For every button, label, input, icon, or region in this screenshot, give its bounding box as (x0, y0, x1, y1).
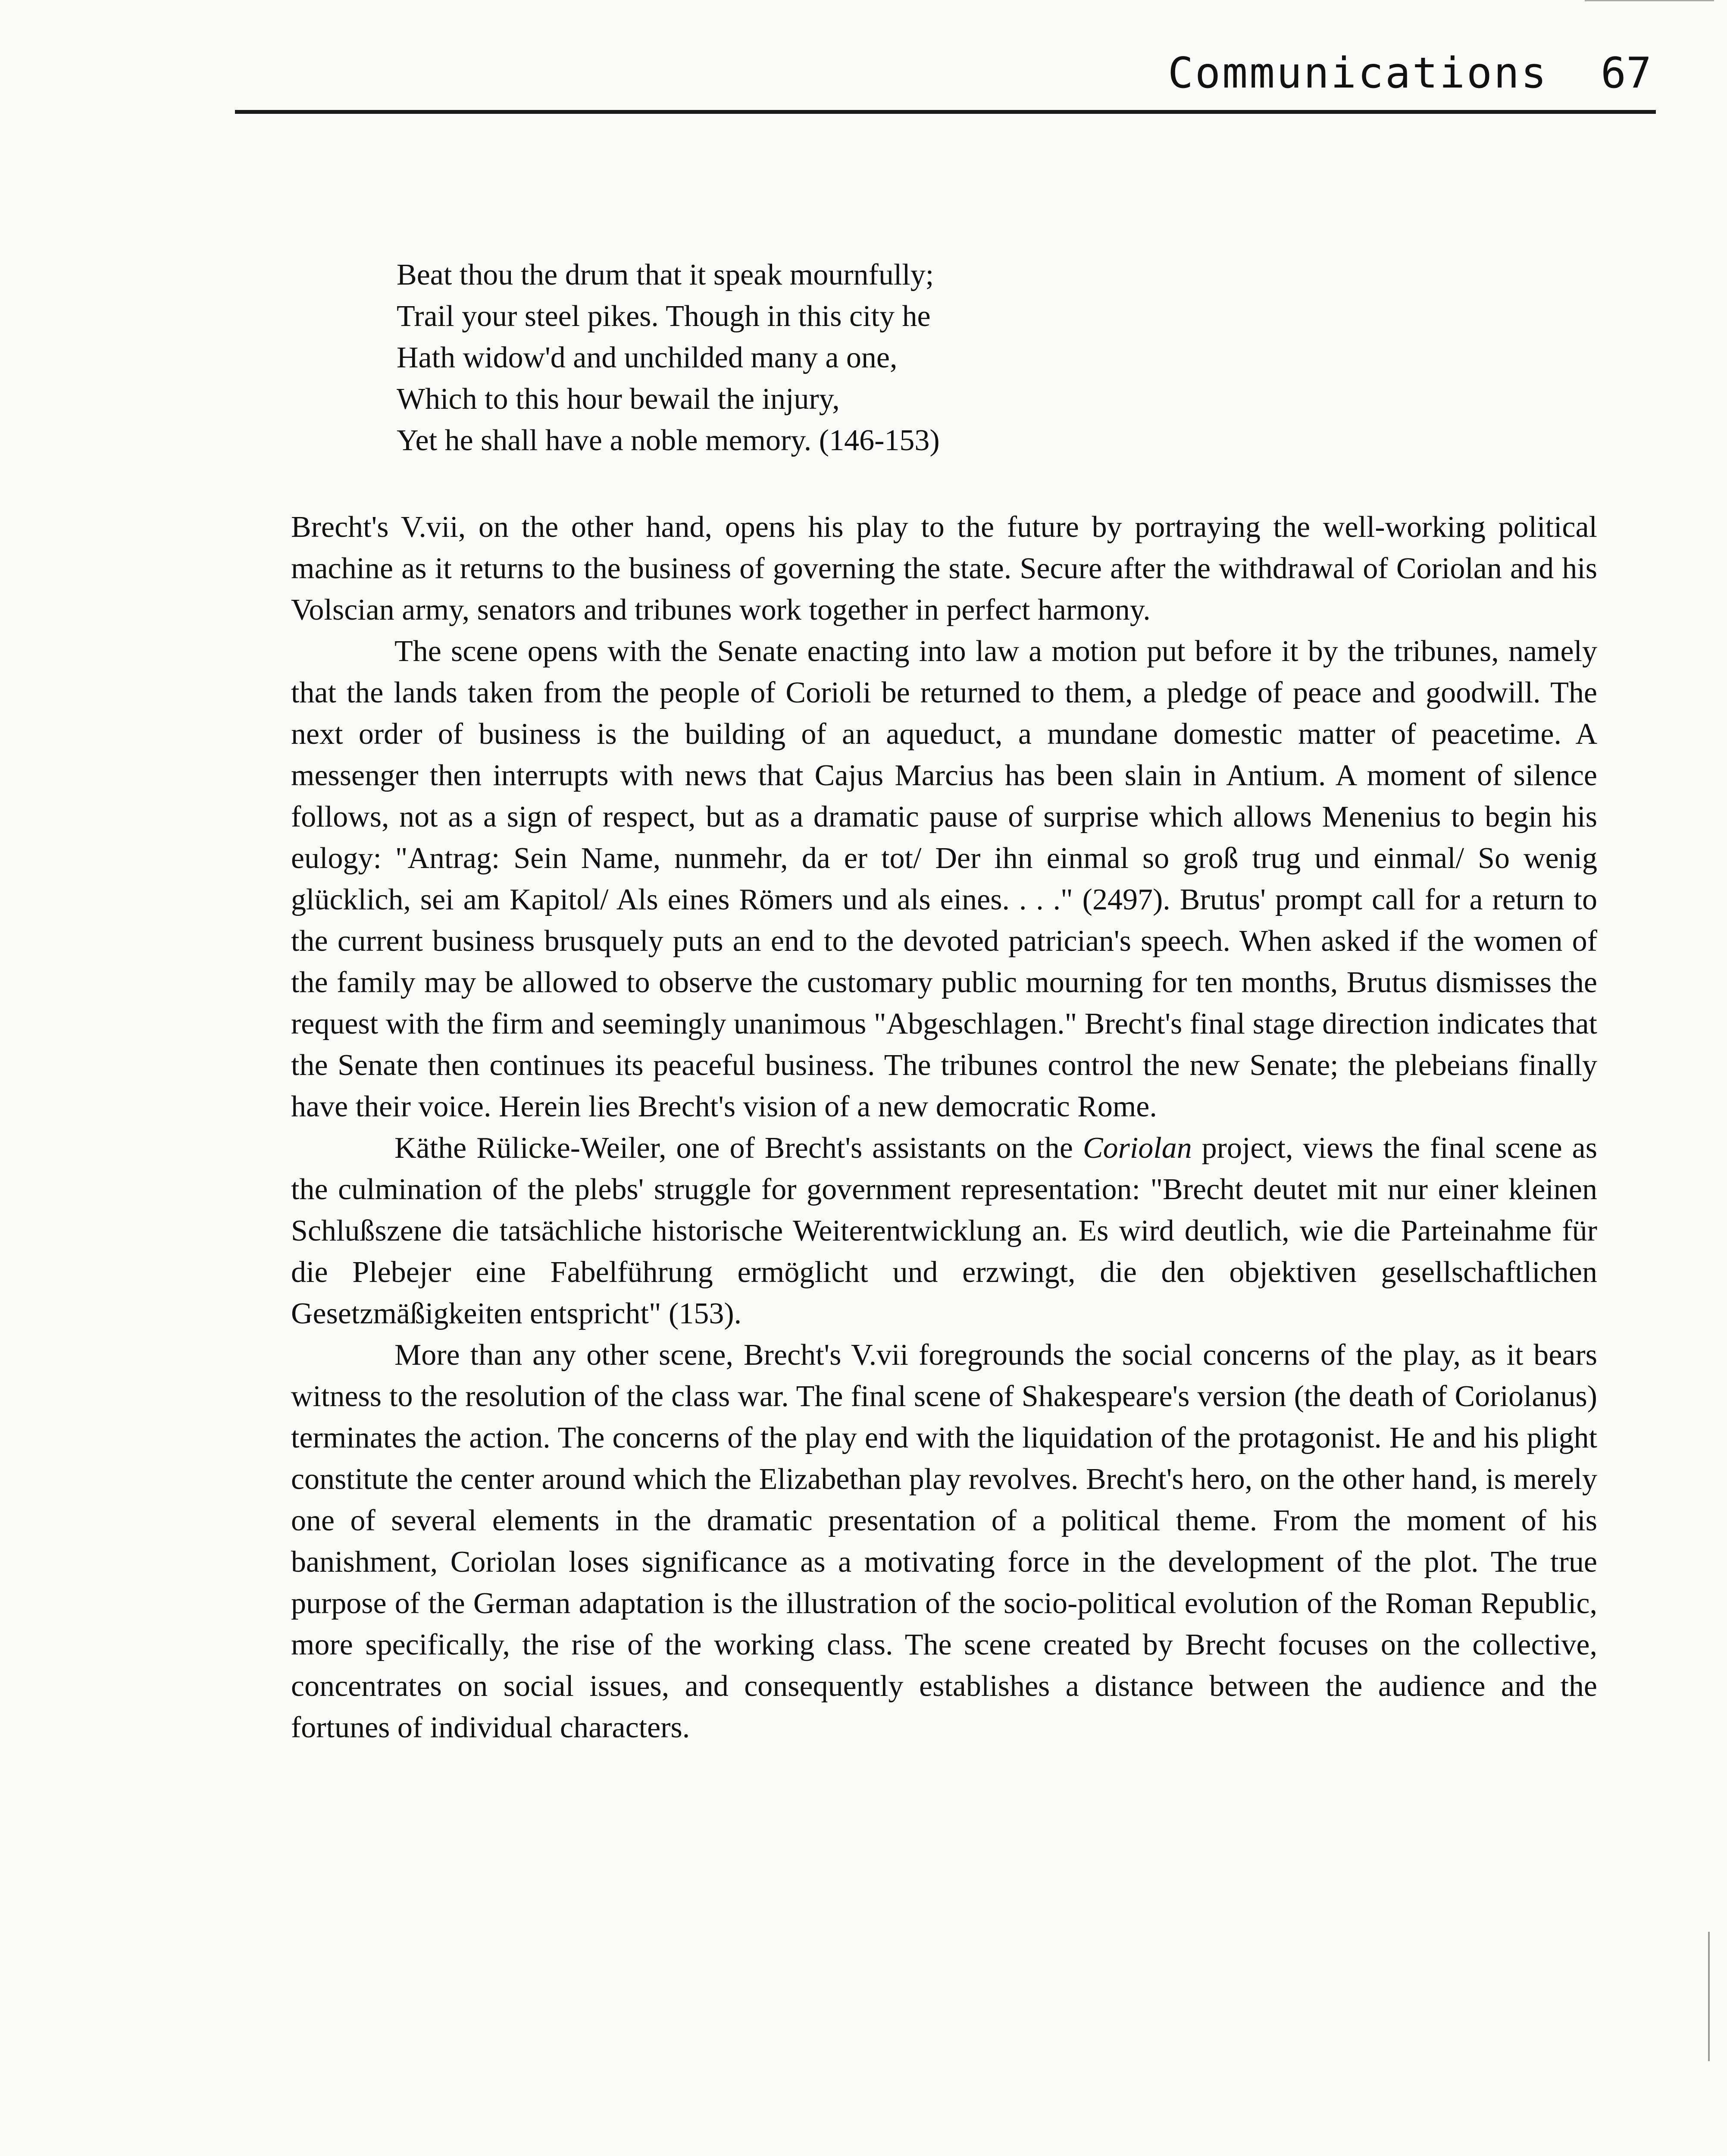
paragraph-scene-opens: The scene opens with the Senate enacting into law a motion put before it by the tribunes, namely that the lands taken from the people of Corioli be returned to them, a pledge of peace and goodwill. The next order of business is the building of an aqueduct, a mundane domestic matter of peacetime. A messenger then interrupts with news that Cajus Marcius has been slain in Antium. A moment of silence follows, not as a sign of respect, but as a dramatic pause of surprise which allows Menenius to begin his eulogy: "Antrag: Sein Name, nunmehr, da er tot/ Der ihn einmal so groß trug und einmal/ So wenig glücklich, sei am Kapitol/ Als eines Römers und als eines. . . ." (2497). Brutus' prompt call for a return to the current business brusquely puts an end to the devoted patrician's speech. When asked if the women of the family may be allowed to observe the customary public mourning for ten months, Brutus dismisses the request with the firm and seemingly unanimous "Abgeschlagen." Brecht's final stage direction indicates that the Senate then continues its peaceful business. The tribunes control the new Senate; the plebeians finally have their voice. Herein lies Brecht's vision of a new democratic Rome. (291, 635, 1597, 1123)
scan-artifact-margin (1708, 1932, 1710, 2061)
paragraph-rulicke-weiler (291, 1128, 1597, 1335)
verse-line: Hath widow'd and unchilded many a one, (397, 341, 898, 374)
journal-title: Communications (1167, 49, 1548, 98)
verse-line: Beat thou the drum that it speak mournfully; (397, 258, 934, 291)
page-number: 67 (1600, 49, 1652, 98)
scan-artifact-top (1585, 0, 1714, 1)
italic-title-coriolan: Coriolan (1083, 1131, 1192, 1165)
rulicke-text-before: Käthe Rülicke-Weiler, one of Brecht's assistants on the (394, 1131, 1083, 1165)
paragraph-more-than-any: More than any other scene, Brecht's V.vii foregrounds the social concerns of the play, as it bears witness to the resolution of the class war. The final scene of Shakespeare's version (the death of Coriolanus) terminates the action. The concerns of the play end with the liquidation of the protagonist. He and his plight constitute the center around which the Elizabethan play revolves. Brecht's hero, on the other hand, is merely one of several elements in the dramatic presentation of a political theme. From the moment of his banishment, Coriolan loses significance as a motivating force in the development of the plot. The true purpose of the German adaptation is the illustration of the socio-political evolution of the Roman Republic, more specifically, the rise of the working class. The scene created by Brecht focuses on the collective, concentrates on social issues, and consequently establishes a distance between the audience and the fortunes of individual characters. (291, 1338, 1597, 1744)
running-header (235, 41, 1656, 114)
verse-line: Trail your steel pikes. Though in this city he (397, 300, 931, 333)
body-text (291, 507, 1597, 1749)
verse-line: Yet he shall have a noble memory. (146-153) (397, 424, 940, 457)
verse-quotation (397, 254, 1259, 461)
rulicke-text-after: project, views the final scene as the culmination of the plebs' struggle for government representation: "Brecht deutet mit nur einer kleinen Schlußszene die tatsächliche historische Weiterentwicklung an. Es wird deutlich, wie die Parteinahme für die Plebejer eine Fabelführung ermöglicht und erzwingt, die den objektiven gesellschaftlichen Gesetzmäßigkeiten entspricht" (153). (291, 1131, 1597, 1330)
verse-line: Which to this hour bewail the injury, (397, 382, 840, 416)
paragraph-brecht-vvii: Brecht's V.vii, on the other hand, opens his play to the future by portraying the well-working political machine as it returns to the business of governing the state. Secure after the withdrawal of Coriolan and his Volscian army, senators and tribunes work together in perfect harmony. (291, 511, 1597, 627)
